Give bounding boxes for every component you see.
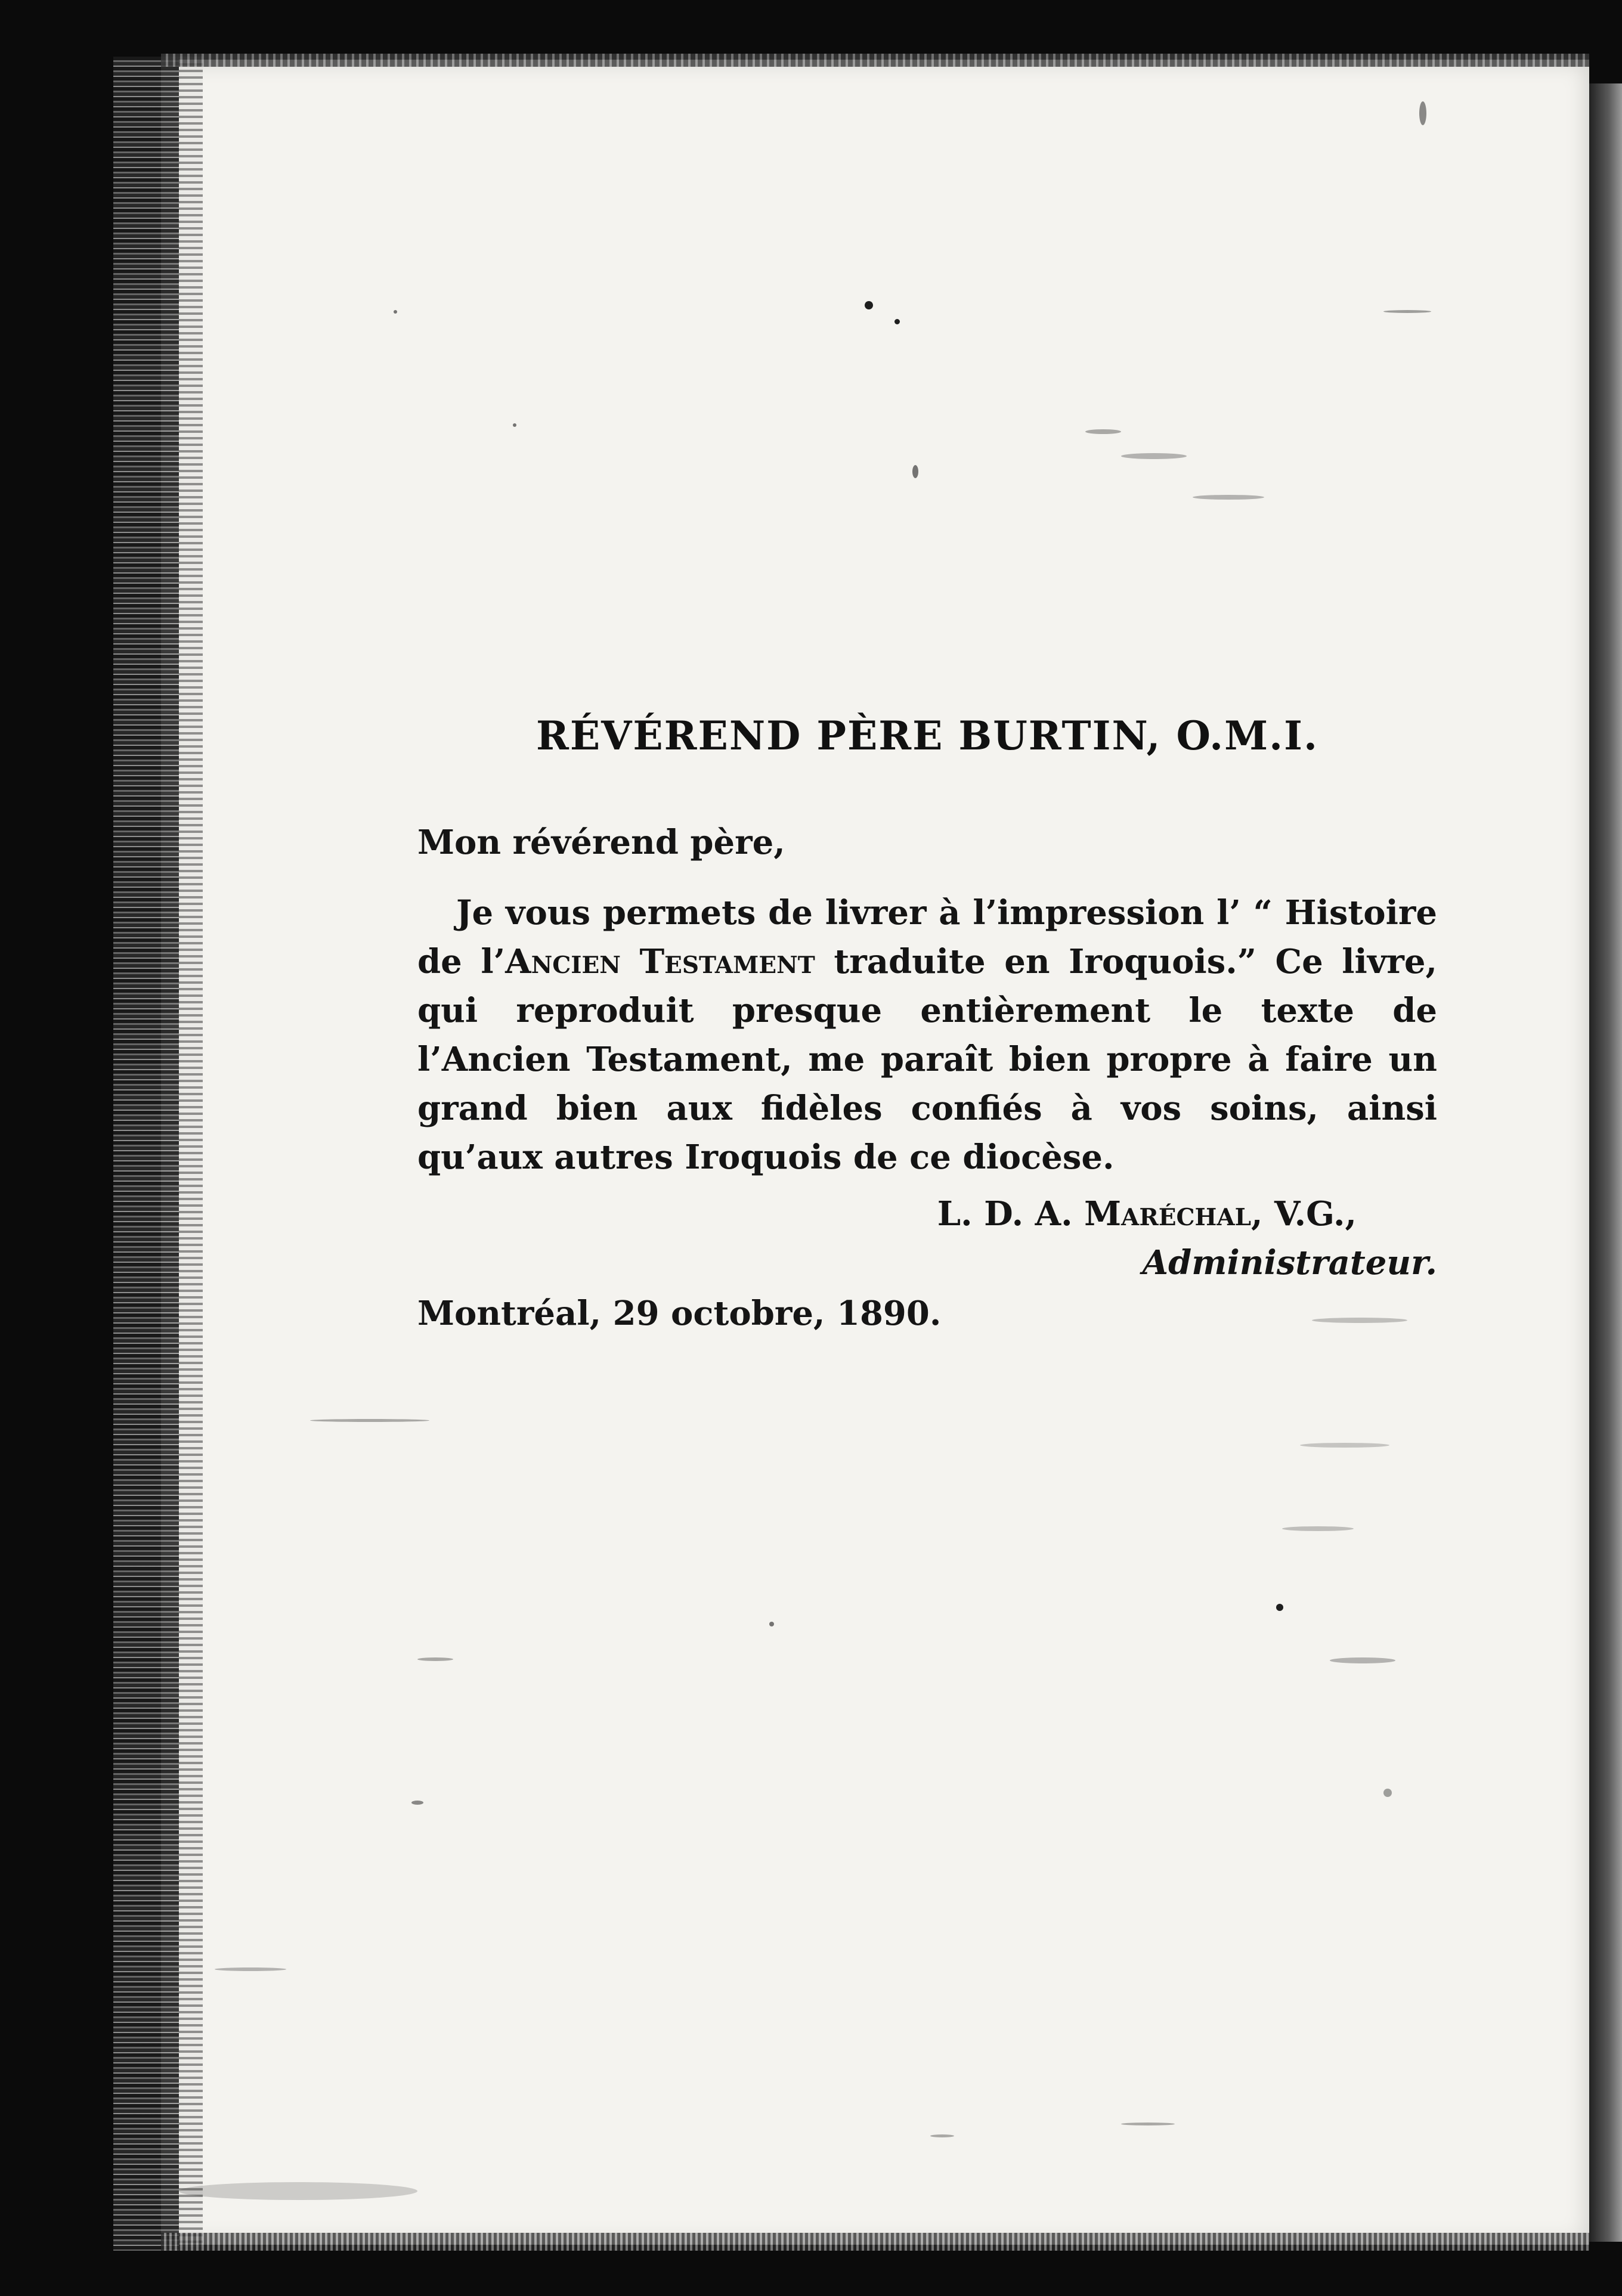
signature-name: L. D. A. Maréchal, V.G., <box>937 1194 1357 1234</box>
date-line: Montréal, 29 octobre, 1890. <box>417 1294 942 1333</box>
binding-shadow <box>179 57 203 2251</box>
page-heading: RÉVÉREND PÈRE BURTIN, O.M.I. <box>536 712 1318 759</box>
letter-body-title-smallcaps: Ancien Testament <box>505 942 815 981</box>
bottom-page-edge <box>161 2233 1589 2251</box>
letter-body-part2: traduite en Iroquois.” Ce livre, qui reproduit presque entièrement le texte de l’Ancien Testament, me paraît bien propre à faire un grand bien aux fidèles confiés à vos soins, ainsi qu’aux autres Iroquois de ce diocèse. <box>417 942 1437 1177</box>
top-page-edge <box>161 54 1589 67</box>
letter-body-part1: Je vous permets de livrer à l’impression l’ “ Histoire de l’ <box>417 893 1437 981</box>
signature-title: Administrateur. <box>1142 1243 1437 1282</box>
signature-block <box>722 1189 1437 1287</box>
right-page-edge <box>1589 83 1622 2242</box>
letter-body <box>417 888 1437 1182</box>
salutation: Mon révérend père, <box>417 823 785 862</box>
binding-edge <box>113 57 179 2251</box>
